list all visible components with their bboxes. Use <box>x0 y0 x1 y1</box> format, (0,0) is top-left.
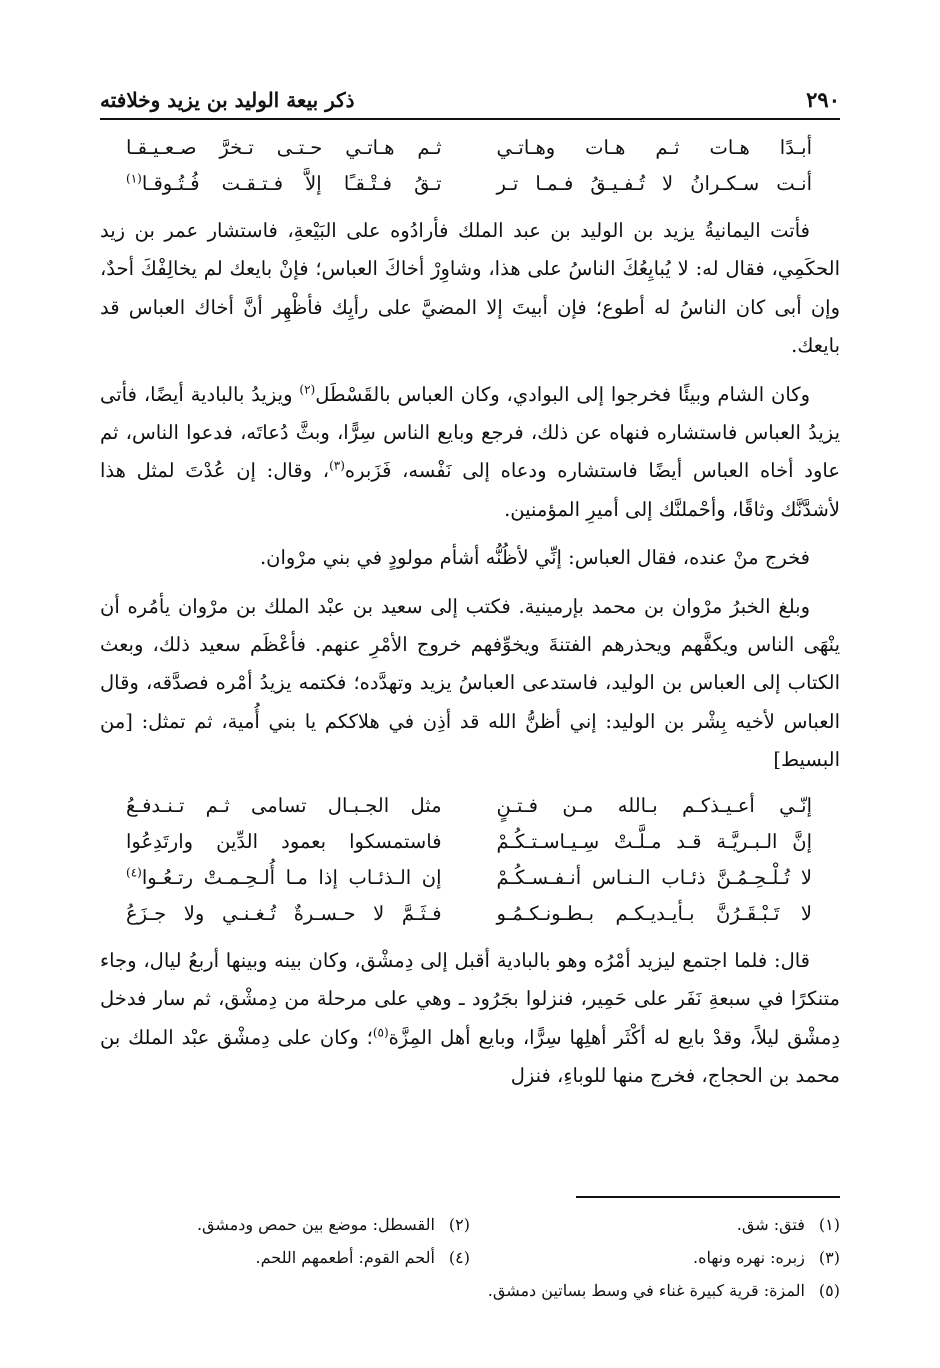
footnote-row <box>100 1208 840 1241</box>
footnote-number: (٣) <box>818 1248 840 1267</box>
paragraph-text: وكان الشام وبيئًا فخرجوا إلى البوادي، وكان العباس بالقَسْطَل <box>315 382 810 406</box>
verse-second-hemistich: مثل الجـبـال تسامى ثـم تـنـدفـعُ <box>126 793 442 817</box>
footnote-number: (٥) <box>818 1281 840 1300</box>
paragraph-4: وبلغ الخبرُ مرْوان بن محمد بإرمينية. فكتب إلى سعيد بن عبْد الملك بن مرْوان يأمُره أن ينْهَى الناس ويكفَّهم ويحذرهم الفتنةَ ويخوِّفهم خروج الأمْرِ عنهم. فأعْظَم سعيد ذلك، وبعث الكتاب إلى العباس بن الوليد، فاستدعى العباسُ يزيد وتهدَّده؛ فكتمه يزيدُ أمْره فصدَّقه، وقال العباس لأخيه بِشْر بن الوليد: إني أظنُّ الله قد أذِن في هلاككم يا بني أُمية، ثم تمثل: [من البسيط] <box>100 594 840 772</box>
paragraph-2 <box>100 376 840 530</box>
verse-line <box>126 166 812 202</box>
footnote-text: القسطل: موضع بين حمص ودمشق. <box>196 1215 435 1234</box>
footnote-ref: (٣) <box>329 458 345 473</box>
footnote-ref: (٢) <box>299 382 316 397</box>
poem-1 <box>126 130 812 202</box>
verse-line <box>126 896 812 932</box>
verse-line <box>126 860 812 896</box>
footnote-5 <box>100 1274 840 1307</box>
verse-text: إن الـذئـاب إذا مـا أُلـحِـمـتْ رتـعُـوا <box>141 865 442 889</box>
verse-first-hemistich: لا تُـلْـحِـمُـنَّ ذئـاب الـنـاس أنـفـسـكُـمْ <box>496 865 812 889</box>
footnote-text: ألحم القوم: أطعمهم اللحم. <box>255 1248 435 1267</box>
verse-second-hemistich: فاستمسكوا بعمود الدِّين وارتَدِعُوا <box>126 829 442 853</box>
footnote-divider <box>576 1196 840 1198</box>
footnote-row <box>100 1241 840 1274</box>
footnote-2 <box>100 1208 470 1241</box>
verse-first-hemistich: أنـت سـكـرانُ لا تُـفـيـقُ فـمـا تـر <box>496 172 812 195</box>
verse-second-hemistich <box>126 860 442 896</box>
footnote-3 <box>470 1241 840 1274</box>
verse-first-hemistich: إنَّ الـبـريَّـة قـد مـلَّـتْ سِـيـاسـتـكُـمْ <box>496 829 812 853</box>
paragraph-text: قال: فلما اجتمع ليزيد أمْرُه وهو بالبادية أقبل إلى دِمشْق، وكان بينه وبينها أربعُ ليال، وجاء متنكرًا في سبعةِ نَفَر على حَمِير، فنزلوا بجَرُود ـ وهي على مرحلة من دِمشْق، ثم سار فدخل دِمشْق ليلاً، وقدْ بايع له أكْثَر أهلِها سِرًّا، وبايع أهل المِزَّة <box>100 948 840 1049</box>
main-text <box>100 130 840 1095</box>
running-title: ذكر بيعة الوليد بن يزيد وخلافته <box>100 88 355 112</box>
footnote-row <box>100 1274 840 1307</box>
verse-second-hemistich: فـثَـمَّ لا حـسـرةٌ تُـغـنـي ولا جـزَعُ <box>126 901 442 925</box>
footnote-number: (٢) <box>448 1215 470 1234</box>
paragraph-3: فخرج منْ عنده، فقال العباس: إنِّي لأظُنُّه أشأم مولودٍ في بني مرْوان. <box>259 546 810 570</box>
verse-first-hemistich: لا تَـبْـقَـرُنَّ بـأيـديـكـم بـطـونـكـمُـو <box>496 901 812 925</box>
footnote-ref: (١) <box>126 171 142 186</box>
verse-line <box>126 788 812 824</box>
footnote-number: (١) <box>818 1215 840 1234</box>
footnote-ref: (٥) <box>372 1025 389 1039</box>
verse-first-hemistich: أبـدًا هـات ثـم هـات وهـاتـي <box>496 136 812 159</box>
footnote-4 <box>100 1241 470 1274</box>
verse-line <box>126 130 812 166</box>
verse-second-hemistich: ثـم هـاتـي حـتـى تـخرَّ صـعـيـقـا <box>126 136 442 159</box>
page-header <box>100 76 840 120</box>
page-number: ٢٩٠ <box>806 87 840 112</box>
footnote-text: فتق: شق. <box>736 1215 805 1234</box>
footnote-text: المزة: قرية كبيرة غناء في وسط بساتين دمشق. <box>487 1281 805 1300</box>
paragraph-text: ، وقال: إن عُدْتَ لمثل هذا لأشدَّنَّك وثاقًا، وأحْملنَّك إلى أميرِ المؤمنين. <box>100 459 840 521</box>
verse-text: تـقُ فـتْـقـًا إلاَّ فـتـقـت فُـتُـوقـا <box>141 172 442 195</box>
verse-line <box>126 824 812 860</box>
footnote-1 <box>470 1208 840 1241</box>
footnote-ref: (٤) <box>126 865 142 880</box>
poem-2 <box>126 788 812 932</box>
paragraph-text: ويزيدُ بالبادية أيضًا، فأتى يزيدُ العباس فاستشاره فنهاه عن ذلك، فرجع وبايع الناس سِرًّا، وبثَّ دُعاتَه، فدعوا الناس، ثم عاود أخاه العباس أيضًا فاستشاره ودعاه إلى نَفْسه، فَزَبره <box>100 382 840 483</box>
footnotes <box>100 1208 840 1307</box>
paragraph-1: فأتت اليمانيةُ يزيد بن الوليد بن عبد الملك فأرادُوه على البَيْعةِ، فاستشار عمر بن زيد الحكَمِي، فقال له: لا يُبايِعُكَ الناسُ على هذا، وشاوِرْ أخاكَ العباس؛ فإنْ بايعك لم يخالِفْكَ أحدٌ، وإن أبى كان الناسُ له أطوع؛ فإن أبيتَ إلا المضيَّ على رأيِك فأظْهِر أنَّ أخاك العباس قد بايعك. <box>100 219 840 358</box>
verse-second-hemistich <box>126 166 442 202</box>
verse-first-hemistich: إنّـي أعـيـذكـم بـالله مـن فـتـنٍ <box>496 793 812 817</box>
footnote-number: (٤) <box>448 1248 470 1267</box>
footnote-text: زبره: نهره ونهاه. <box>693 1248 805 1267</box>
paragraph-text: ؛ وكان على دِمشْق عبْد الملك بن محمد بن الحجاج، فخرج منها للوباءِ، فنزل <box>100 1025 840 1087</box>
paragraph-5 <box>100 942 840 1096</box>
